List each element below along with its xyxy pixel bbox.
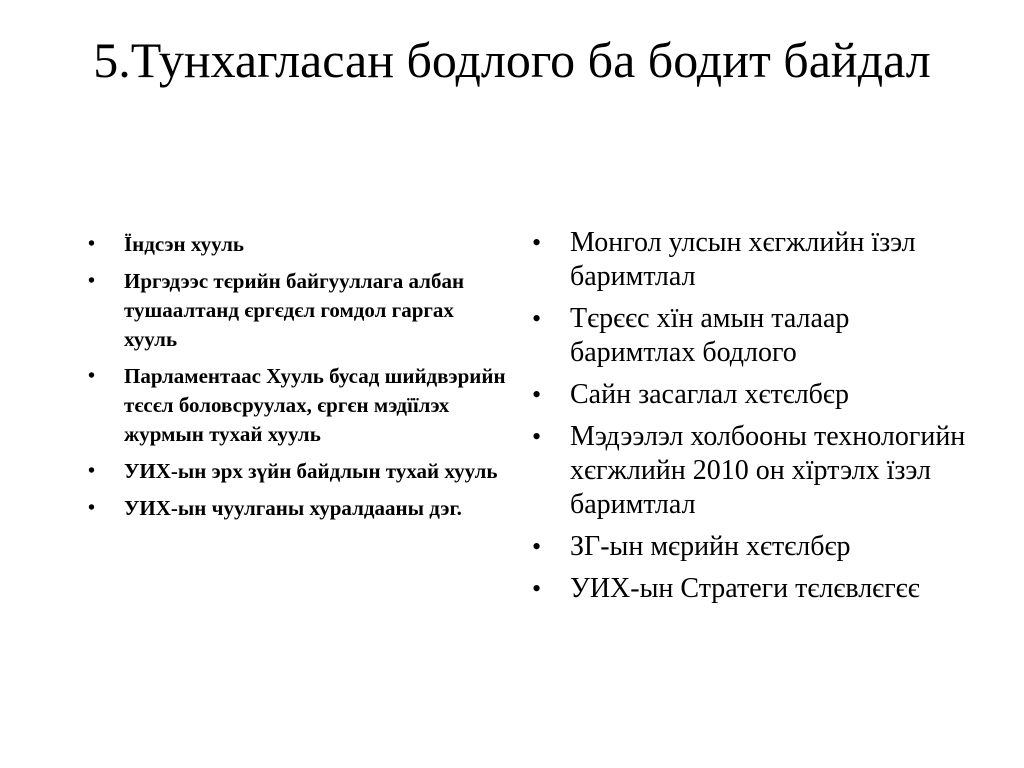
bullet-icon: •: [532, 228, 542, 257]
right-list-item-text: Сайн засаглал хєтєлбєр: [570, 379, 849, 410]
left-list-item-text: Парламентаас Хууль бусад шийдвэрийн тєсєл боловсруулах, єргєн мэдїїлэх журмын тухай хууль: [124, 364, 506, 446]
bullet-icon: •: [532, 532, 542, 561]
right-list-item: [532, 420, 972, 522]
bullet-icon: •: [88, 233, 96, 255]
left-list-item-text: Їндсэн хууль: [124, 232, 244, 256]
left-list-item: [88, 230, 508, 259]
left-list-item-text: УИХ-ын чуулганы хуралдааны дэг.: [124, 496, 462, 520]
bullet-icon: •: [88, 497, 96, 519]
bullet-icon: •: [532, 380, 542, 409]
bullet-icon: •: [88, 365, 96, 387]
bullet-icon: •: [532, 574, 542, 603]
right-list-item: [532, 302, 972, 370]
right-list-item-text: Монгол улсын хєгжлийн їзэл баримтлал: [570, 227, 916, 292]
left-list-item-text: Иргэдээс тєрийн байгууллага албан тушаалтанд єргєдєл гомдол гаргах хууль: [124, 269, 465, 351]
right-list-item: [532, 226, 972, 294]
left-list-item-text: УИХ-ын эрх зүйн байдлын тухай хууль: [124, 459, 498, 483]
right-list-item: [532, 572, 972, 606]
left-bullet-list: [88, 230, 508, 531]
left-list-item: [88, 267, 508, 354]
left-list-item: [88, 494, 508, 523]
left-list-item: [88, 362, 508, 449]
right-list-item-text: ЗГ-ын мєрийн хєтєлбєр: [570, 531, 851, 562]
right-list-item-text: УИХ-ын Стратеги тєлєвлєгєє: [570, 573, 920, 604]
bullet-icon: •: [88, 270, 96, 292]
right-bullet-list: [532, 226, 972, 614]
right-list-item: [532, 530, 972, 564]
bullet-icon: •: [532, 304, 542, 333]
left-list-item: [88, 457, 508, 486]
right-list-item-text: Тєрєєс хїн амын талаар баримтлах бодлого: [570, 303, 850, 368]
right-list-item: [532, 378, 972, 412]
slide-title: 5.Тунхагласан бодлого ба бодит байдал: [93, 32, 931, 88]
bullet-icon: •: [532, 422, 542, 451]
bullet-icon: •: [88, 460, 96, 482]
right-list-item-text: Мэдээлэл холбооны технологийн хєгжлийн 2010 он хїртэлх їзэл баримтлал: [570, 421, 966, 520]
